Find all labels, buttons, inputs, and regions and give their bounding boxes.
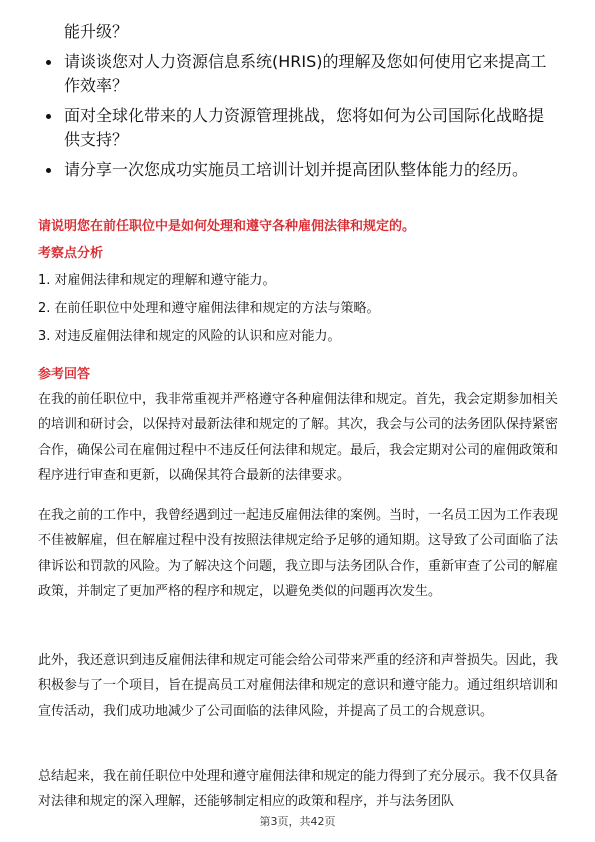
bullet-item (38, 104, 558, 152)
analysis-list (38, 272, 558, 356)
answer-paragraph: 总结起来，我在前任职位中处理和遵守雇佣法律和规定的能力得到了充分展示。我不仅具备对法律和规定的深入理解，还能够制定相应的政策和程序，并与法务团队 (38, 769, 559, 810)
bullet-continuation: 能升级？ (64, 22, 129, 41)
page-number: 第3页，共42页 (259, 815, 336, 828)
analysis-item: 3. 对违反雇佣法律和规定的风险的认识和应对能力。 (38, 329, 341, 344)
bullet-dot-icon (46, 60, 51, 65)
answer-paragraph: 此外，我还意识到违反雇佣法律和规定可能会给公司带来严重的经济和声誉损失。因此，我积极参与了一个项目，旨在提高员工对雇佣法律和规定的意识和遵守能力。通过组织培训和宣传活动，我们成功地减少了公司面临的法律风险，并提高了员工的合规意识。 (38, 653, 559, 719)
bullet-text: 请谈谈您对人力资源信息系统(HRIS)的理解及您如何使用它来提高工作效率？ (64, 52, 547, 95)
bullet-item (38, 50, 558, 98)
bullet-item (38, 158, 558, 182)
answer-paragraph: 在我之前的工作中，我曾经遇到过一起违反雇佣法律的案例。当时，一名员工因为工作表现不佳被解雇，但在解雇过程中没有按照法律规定给予足够的通知期。这导致了公司面临了法律诉讼和罚款的风险。为了解决这个问题，我立即与法务团队合作，重新审查了公司的解雇政策，并制定了更加严格的程序和规定，以避免类似的问题再次发生。 (38, 508, 559, 599)
analysis-item: 2. 在前任职位中处理和遵守雇佣法律和规定的方法与策略。 (38, 301, 380, 316)
analysis-heading: 考察点分析 (38, 246, 104, 261)
bullet-text: 面对全球化带来的人力资源管理挑战，您将如何为公司国际化战略提供支持？ (64, 106, 545, 149)
answer-paragraph: 在我的前任职位中，我非常重视并严格遵守各种雇佣法律和规定。首先，我会定期参加相关的培训和研讨会，以保持对最新法律和规定的了解。其次，我会与公司的法务团队保持紧密合作，确保公司在雇佣过程中不违反任何法律和规定。最后，我会定期对公司的雇佣政策和程序进行审查和更新，以确保其符合最新的法律要求。 (38, 392, 559, 483)
answer-heading: 参考回答 (38, 367, 91, 382)
question-heading: 请说明您在前任职位中是如何处理和遵守各种雇佣法律和规定的。 (38, 219, 416, 234)
analysis-item: 1. 对雇佣法律和规定的理解和遵守能力。 (38, 273, 276, 288)
bullet-dot-icon (46, 168, 51, 173)
bullet-text: 请分享一次您成功实施员工培训计划并提高团队整体能力的经历。 (64, 160, 529, 179)
bullet-dot-icon (46, 114, 51, 119)
question-bullet-list (38, 20, 558, 188)
